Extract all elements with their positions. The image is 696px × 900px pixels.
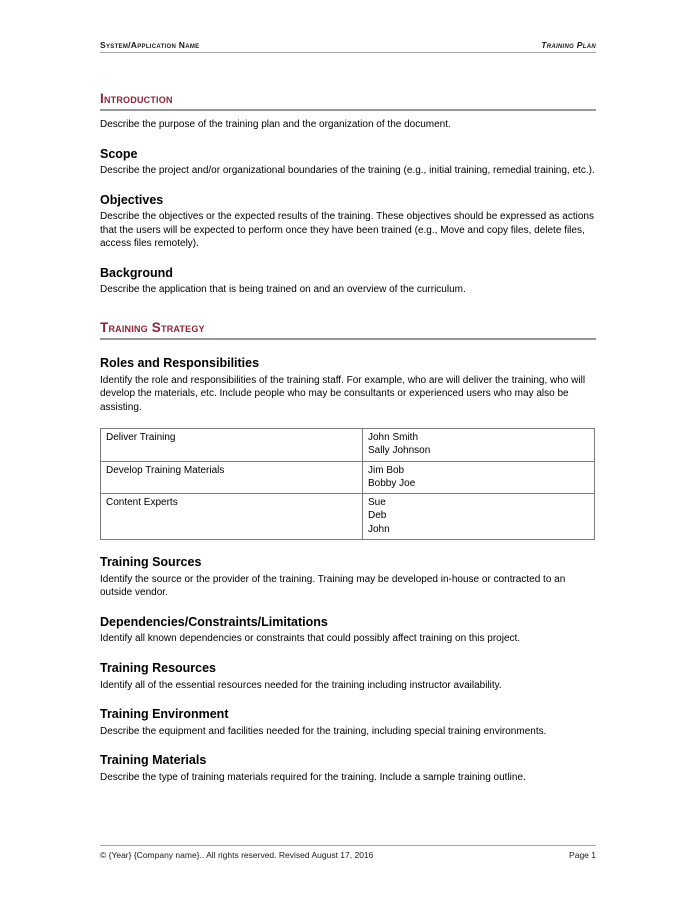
table-cell-people [363, 494, 595, 540]
roles-responsibilities-table [100, 428, 595, 540]
subsection-heading-training-sources: Training Sources [100, 555, 202, 570]
subsection-heading-roles-and-responsibilities: Roles and Responsibilities [100, 356, 260, 371]
table-cell-role: Develop Training Materials [101, 461, 363, 494]
header-document-type: Training Plan [541, 40, 596, 50]
subsection-body-training-sources: Identify the source or the provider of the training. Training may be developed in-house or contracted to an outside vendor. [100, 573, 566, 599]
person-name: Jim Bob [368, 464, 405, 476]
section-heading-training-strategy: Training Strategy [100, 321, 596, 340]
subsection-body-training-materials: Describe the type of training materials required for the training. Include a sample training outline. [100, 771, 526, 783]
document-content [100, 92, 596, 784]
table-body [101, 429, 595, 540]
subsection-body-dependencies-constraints-limitations: Identify all known dependencies or constraints that could possibly affect training on this project. [100, 633, 521, 645]
subsection-body-training-environment: Describe the equipment and facilities needed for the training, including special training environments. [100, 725, 547, 737]
person-name: Sue [368, 497, 386, 509]
subsection-body-scope: Describe the project and/or organizational boundaries of the training (e.g., initial training, remedial training, etc.). [100, 165, 595, 177]
section-intro-lead-text: Describe the purpose of the training plan and the organization of the document. [100, 119, 451, 131]
subsection-body-roles-and-responsibilities: Identify the role and responsibilities of the training staff. For example, who are will deliver the training, who will develop the materials, etc. Include people who may be consultants or experienced users who may also be assisting. [100, 374, 586, 413]
subsection-body-training-resources: Identify all of the essential resources needed for the training including instructor availability. [100, 679, 502, 691]
footer-page-number: Page 1 [569, 850, 596, 860]
table-cell-role: Content Experts [101, 494, 363, 540]
table-row [101, 461, 595, 494]
table-row [101, 429, 595, 462]
section-heading-introduction: Introduction [100, 92, 596, 111]
subsection-heading-scope: Scope [100, 146, 138, 161]
subsection-heading-training-resources: Training Resources [100, 660, 217, 675]
person-name: Sally Johnson [368, 445, 431, 457]
subsection-heading-dependencies-constraints-limitations: Dependencies/Constraints/Limitations [100, 614, 328, 629]
table-row [101, 494, 595, 540]
table-cell-people [363, 429, 595, 462]
subsection-heading-background: Background [100, 265, 173, 280]
subsection-heading-training-materials: Training Materials [100, 753, 207, 768]
subsection-body-objectives: Describe the objectives or the expected results of the training. These objectives should be expressed as actions that the users will be expected to perform once they have been trained (e.g., Move and copy files, delete files, access files remotely). [100, 211, 594, 250]
subsection-heading-objectives: Objectives [100, 192, 164, 207]
person-name: John Smith [368, 432, 419, 443]
subsection-heading-training-environment: Training Environment [100, 706, 229, 721]
person-name: Bobby Joe [368, 477, 416, 489]
person-name: Deb [368, 510, 387, 522]
subsection-body-background: Describe the application that is being trained on and an overview of the curriculum. [100, 284, 466, 296]
document-footer [100, 845, 596, 860]
person-name: John [368, 523, 390, 535]
footer-copyright-text: © {Year} {Company name}.. All rights reserved. Revised August 17, 2016 [100, 850, 374, 860]
header-system-application-name: System/Application Name [100, 40, 200, 50]
table-cell-people [363, 461, 595, 494]
table-cell-role: Deliver Training [101, 429, 363, 462]
document-header [100, 40, 596, 53]
